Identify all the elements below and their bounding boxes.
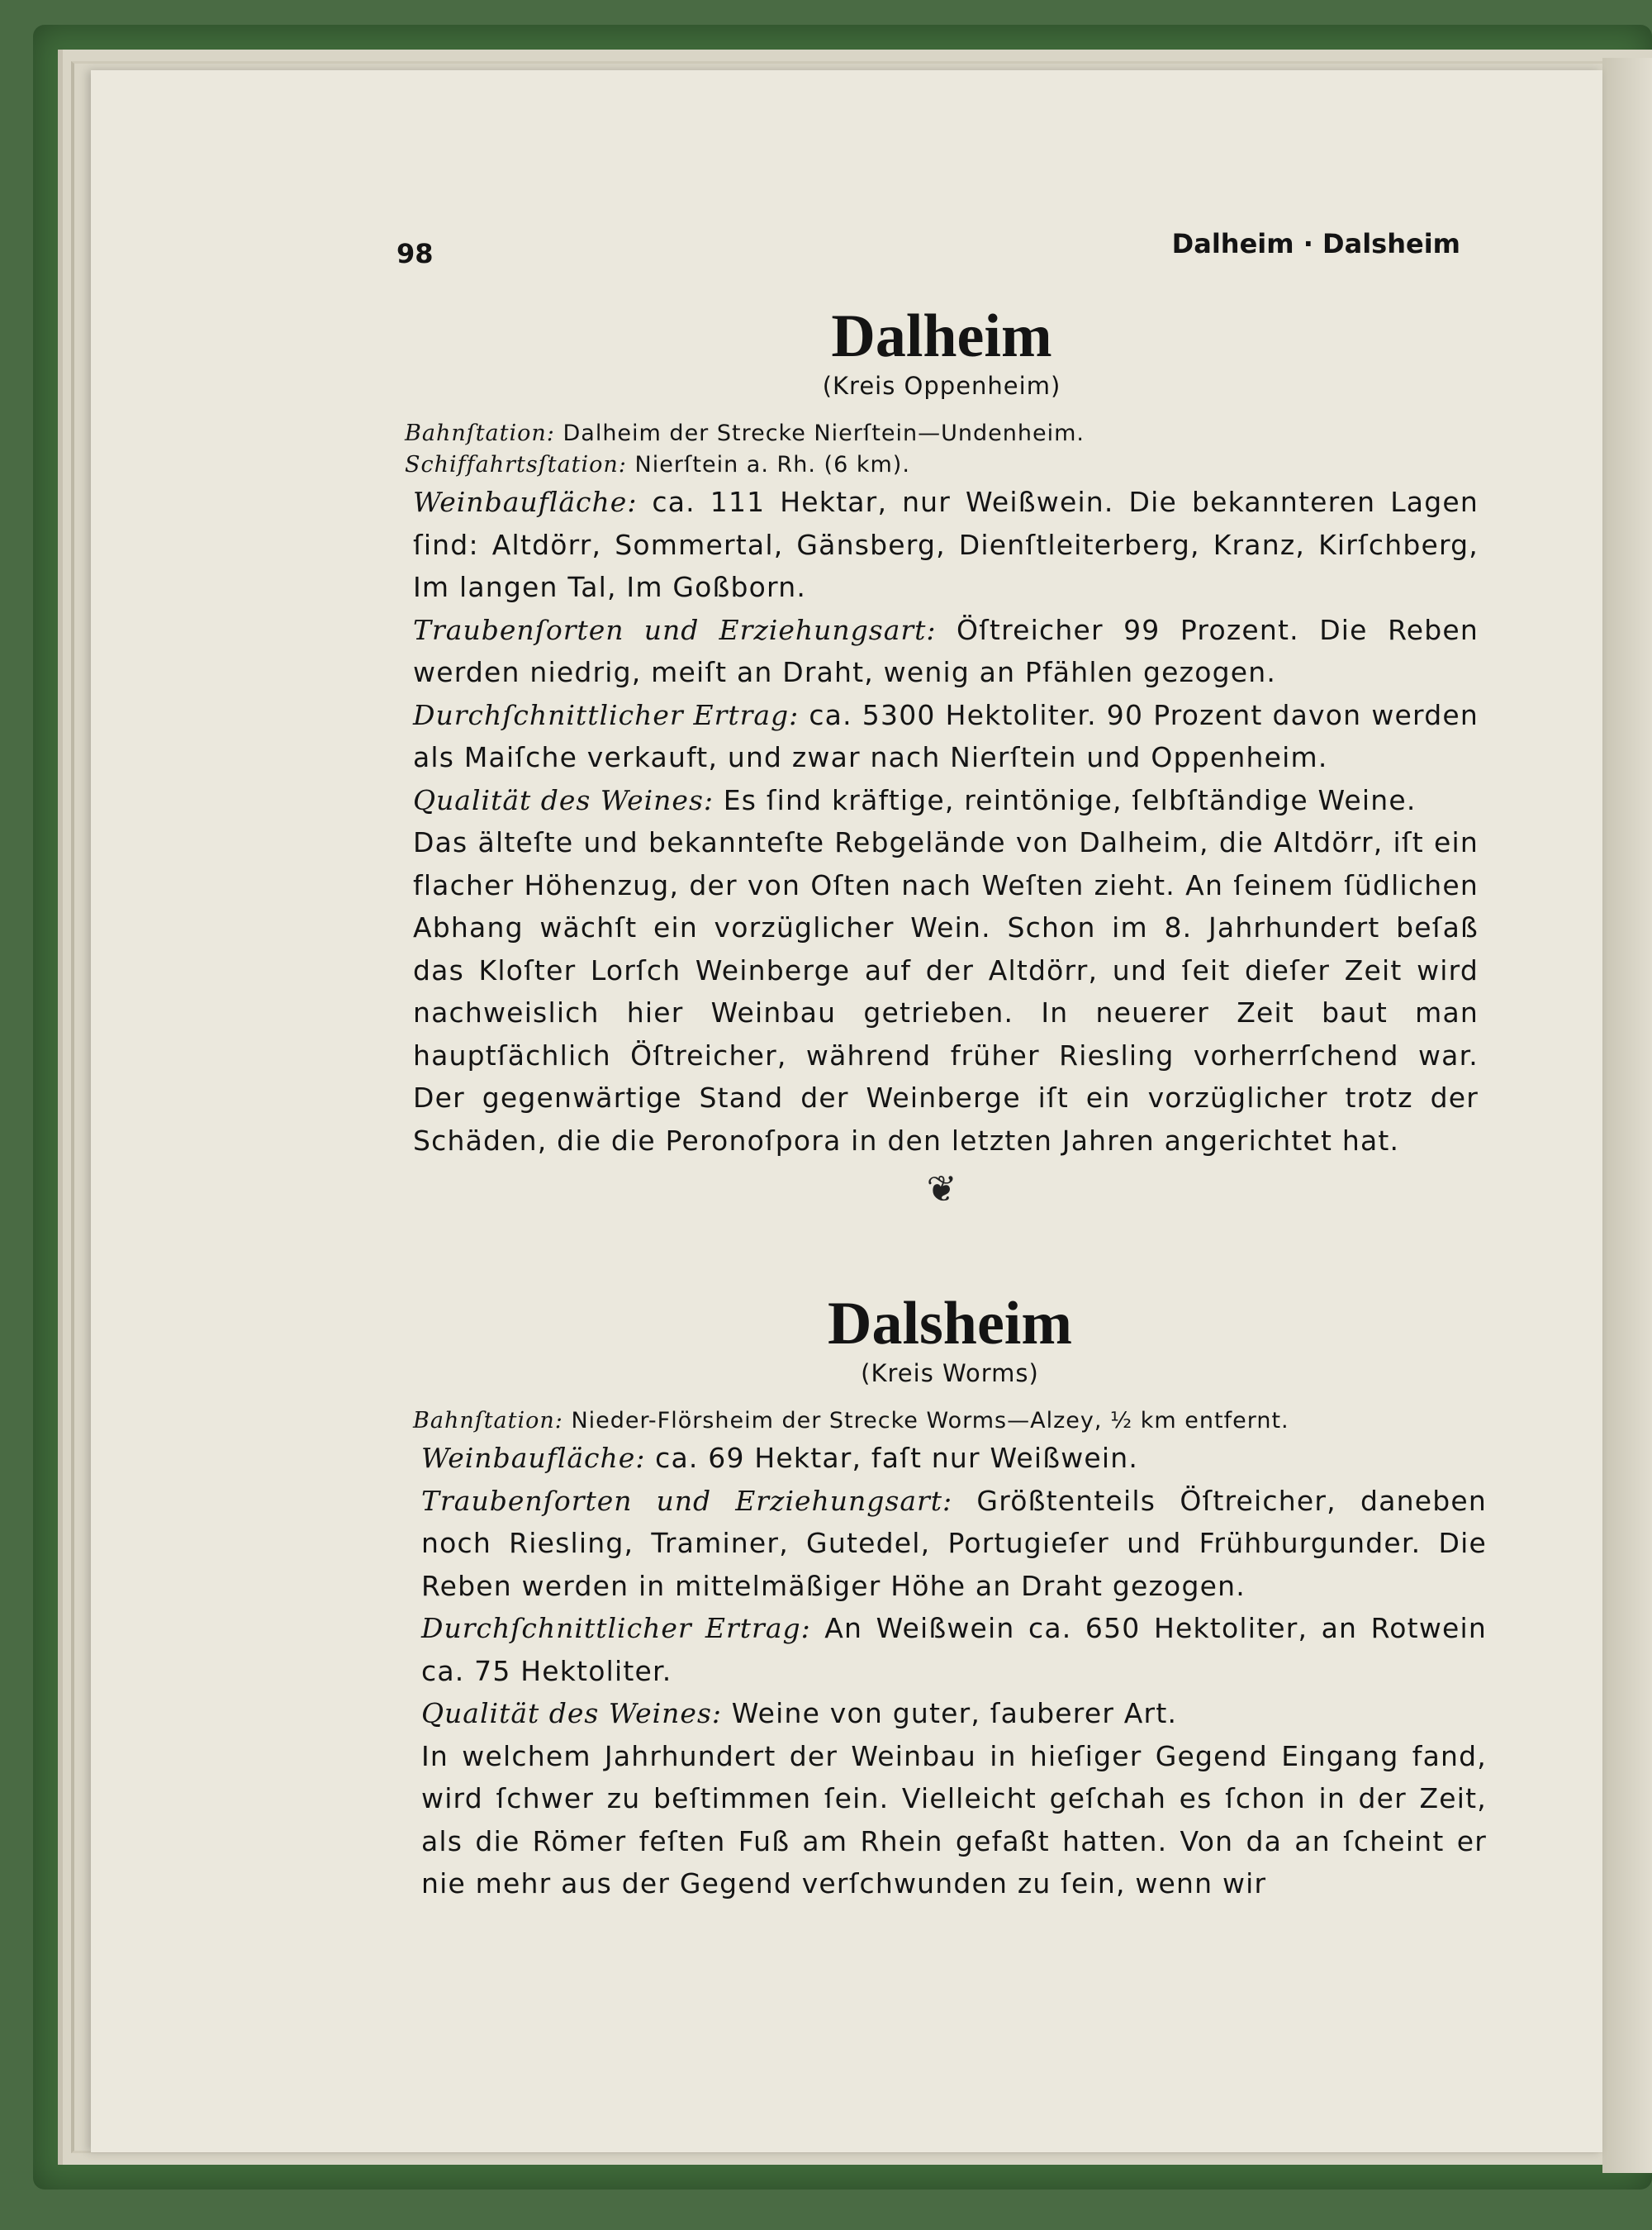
weinbauflaeche-label: Weinbaufläche: [413, 486, 638, 518]
history-paragraph: In welchem Jahrhundert der Weinbau in hieſiger Gegend Eingang fand, wird ſchwer zu beſtimmen ſein. Vielleicht geſchah es ſchon in der Zeit, als die Römer feſten Fuß am Rhein gefaßt hatten. Von da an ſcheint er nie mehr aus der Gegend verſchwunden zu ſein, wenn wir [421, 1739, 1487, 1900]
facing-page-edge [1602, 58, 1652, 2173]
weinbauflaeche-text: ca. 111 Hektar, nur Weißwein. Die bekannteren Lagen ſind: Altdörr, Sommertal, Gänsberg, Dienſtleiterberg, Kranz, Kirſchberg, Im langen Tal, Im Goßborn. [413, 486, 1479, 603]
entry-title: Dalheim [831, 302, 1052, 370]
traubensorten-text: Öſtreicher 99 Prozent. Die Reben werden niedrig, meiſt an Draht, wenig an Pfählen gezogen. [413, 613, 1479, 688]
qualitaet-paragraph [413, 1692, 1487, 1735]
traubensorten-paragraph [405, 609, 1479, 694]
entry-subtitle: (Kreis Worms) [861, 1359, 1039, 1387]
weinbauflaeche-paragraph [413, 1437, 1487, 1480]
ertrag-label: Durchſchnittlicher Ertrag: [421, 1612, 811, 1644]
qualitaet-text: Weine von guter, ſauberer Art. [731, 1697, 1178, 1729]
bahnstation-label: Bahnſtation: [413, 1408, 563, 1434]
weinbauflaeche-text: ca. 69 Hektar, faſt nur Weißwein. [655, 1442, 1139, 1474]
page-number: 98 [396, 238, 434, 269]
ertrag-text: ca. 5300 Hektoliter. 90 Prozent davon werden als Maiſche verkauft, und zwar nach Nierſtein und Oppenheim. [413, 698, 1479, 773]
bahnstation-line [413, 1405, 1487, 1437]
traubensorten-paragraph [413, 1480, 1487, 1608]
ertrag-paragraph [413, 1607, 1487, 1692]
bahnstation-text: Dalheim der Strecke Nierſtein—Undenheim. [563, 421, 1085, 446]
schiffahrtsstation-line [405, 449, 1479, 481]
qualitaet-text: Es ſind kräftige, reintönige, ſelbſtändige Weine. [723, 783, 1417, 816]
weinbauflaeche-label: Weinbaufläche: [421, 1442, 646, 1474]
ertrag-label: Durchſchnittlicher Ertrag: [413, 698, 800, 731]
schiffahrtsstation-text: Nierſtein a. Rh. (6 km). [634, 452, 910, 478]
ertrag-text: An Weißwein ca. 650 Hektoliter, an Rotwein ca. 75 Hektoliter. [421, 1612, 1487, 1687]
entry-subtitle: (Kreis Oppenheim) [822, 372, 1061, 400]
bahnstation-text: Nieder-Flörsheim der Strecke Worms—Alzey, ½ km entfernt. [571, 1408, 1289, 1434]
bahnstation-label: Bahnſtation: [405, 421, 555, 446]
bahnstation-line [405, 418, 1479, 449]
running-header [314, 215, 1487, 269]
running-head-title: Dalheim · Dalsheim [1171, 228, 1460, 259]
traubensorten-label: Traubenſorten und Erziehungsart: [421, 1484, 953, 1517]
qualitaet-label: Qualität des Weines: [413, 783, 714, 816]
section-dalsheim [413, 1290, 1487, 1905]
entry-title: Dalsheim [828, 1290, 1072, 1357]
qualitaet-label: Qualität des Weines: [421, 1697, 723, 1729]
weinbauflaeche-paragraph [405, 481, 1479, 609]
page-content [314, 215, 1487, 1900]
traubensorten-label: Traubenſorten und Erziehungsart: [413, 613, 937, 646]
section-dalheim [405, 302, 1479, 1227]
history-paragraph: Das älteſte und bekannteſte Rebgelände von Dalheim, die Altdörr, iſt ein flacher Höhenzug, der von Oſten nach Weſten zieht. An ſeinem ſüdlichen Abhang wächſt ein vorzüglicher Wein. Schon im 8. Jahrhundert beſaß das Kloſter Lorſch Weinberge auf der Altdörr, und ſeit dieſer Zeit wird nachweislich hier Weinbau getrieben. In neuerer Zeit baut man hauptſächlich Öſtreicher, während früher Riesling vorherrſchend war. Der gegenwärtige Stand der Weinberge iſt ein vorzüglicher trotz der Schäden, die die Peronoſpora in den letzten Jahren angerichtet hat. [413, 826, 1479, 1157]
traubensorten-text: Größtenteils Öſtreicher, daneben noch Riesling, Traminer, Gutedel, Portugieſer und Frühburgunder. Die Reben werden in mittelmäßiger Höhe an Draht gezogen. [421, 1484, 1487, 1602]
grape-ornament-icon: ❦ [926, 1168, 957, 1210]
schiffahrtsstation-label: Schiffahrtsſtation: [405, 452, 627, 478]
ertrag-paragraph [405, 694, 1479, 779]
qualitaet-paragraph [405, 779, 1479, 822]
